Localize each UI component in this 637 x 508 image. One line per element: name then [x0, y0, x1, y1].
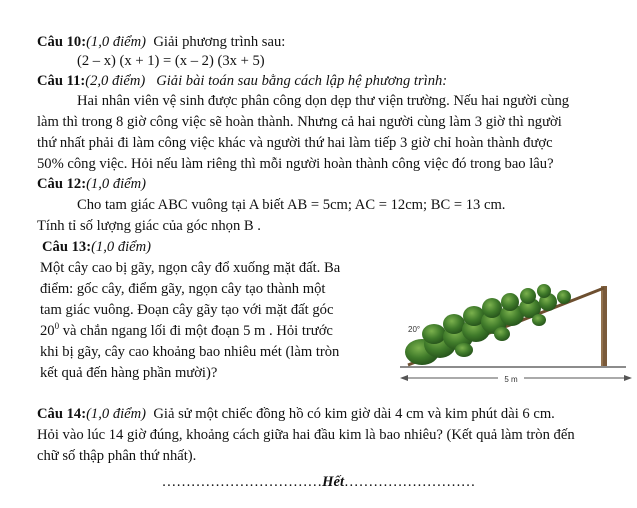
end-dots-left: ……………………………	[161, 474, 323, 490]
q14-text-line: Giả sử một chiếc đồng hồ có kim giờ dài 4 cm và kim phút dài 6 cm.	[153, 406, 555, 422]
distance-arrow-right-head	[624, 375, 632, 381]
q13-text-rest: và chắn ngang lối đi một đoạn 5 m . Hỏi trước	[59, 323, 333, 339]
end-dots-right: ………………………	[344, 474, 476, 490]
q14-text-line: Hỏi vào lúc 14 giờ đúng, khoảng cách giữa hai đầu kim là bao nhiêu? (Kết quả làm tròn đến	[37, 427, 575, 443]
q13-text-line: khi bị gãy, cây cao khoảng bao nhiêu mét (làm tròn	[40, 344, 340, 360]
q14-score: (1,0 điểm)	[86, 406, 147, 422]
q13-text-line	[40, 322, 333, 340]
q13-text-line: Một cây cao bị gãy, ngọn cây đổ xuống mặt đất. Ba	[40, 260, 341, 276]
q13-angle-value: 20	[40, 323, 55, 339]
q12-text-line: Cho tam giác ABC vuông tại A biết AB = 5cm; AC = 12cm; BC = 13 cm.	[77, 197, 506, 213]
q10-score: (1,0 điểm)	[86, 34, 147, 50]
q13-text-line: kết quả đến hàng phần mười)?	[40, 365, 218, 381]
q13-angle-degree: 0	[54, 321, 60, 331]
tree-foliage	[405, 284, 571, 365]
q11-header	[37, 72, 447, 90]
q14-header	[37, 405, 555, 423]
q11-text-line: Hai nhân viên vệ sinh được phân công dọn dẹp thư viện trường. Nếu hai người cùng	[77, 93, 570, 109]
q12-text-line: Tính tỉ số lượng giác của góc nhọn B .	[37, 218, 261, 234]
q12-header	[37, 175, 146, 193]
q10-header	[37, 33, 285, 51]
q12-score: (1,0 điểm)	[86, 176, 147, 192]
q11-text-line: làm thì trong 8 giờ công việc sẽ hoàn thành. Nhưng cả hai người cùng làm 3 giờ thì người	[37, 114, 562, 130]
q14-text-line: chữ số thập phân thứ nhất).	[37, 448, 197, 464]
q10-equation: (2 – x) (x + 1) = (x – 2) (3x + 5)	[77, 53, 265, 69]
q13-score: (1,0 điểm)	[91, 239, 152, 255]
q13-text-line: tam giác vuông. Đoạn cây gãy tạo với mặt đất góc	[40, 302, 334, 318]
figure-distance-label: 5 m	[504, 375, 518, 384]
q13-label: Câu 13:	[42, 239, 92, 255]
end-word: Hết	[322, 474, 345, 490]
end-marker	[0, 474, 637, 491]
q12-label: Câu 12:	[37, 176, 87, 192]
q10-label: Câu 10:	[37, 34, 87, 50]
q11-text-line: 50% công việc. Hỏi nếu làm riêng thì mỗi người hoàn thành công việc đó trong bao lâu?	[37, 156, 554, 172]
q11-text-line: thứ nhất phải đi làm công việc khác và người thứ hai làm tiếp 3 giờ chỉ hoàn thành được	[37, 135, 553, 151]
q11-score: (2,0 điểm)	[85, 73, 146, 89]
q14-label: Câu 14:	[37, 406, 87, 422]
distance-arrow-left-head	[400, 375, 408, 381]
q10-prompt: Giải phương trình sau:	[153, 34, 286, 50]
q13-header	[42, 238, 151, 256]
q11-prompt: Giải bài toán sau bằng cách lập hệ phương trình:	[156, 73, 448, 89]
figure-angle-label: 20°	[408, 325, 421, 334]
q13-text-line: điểm: gốc cây, điểm gãy, ngọn cây tạo thành một	[40, 281, 326, 297]
broken-tree-figure	[394, 272, 634, 394]
q11-label: Câu 11:	[37, 73, 86, 89]
